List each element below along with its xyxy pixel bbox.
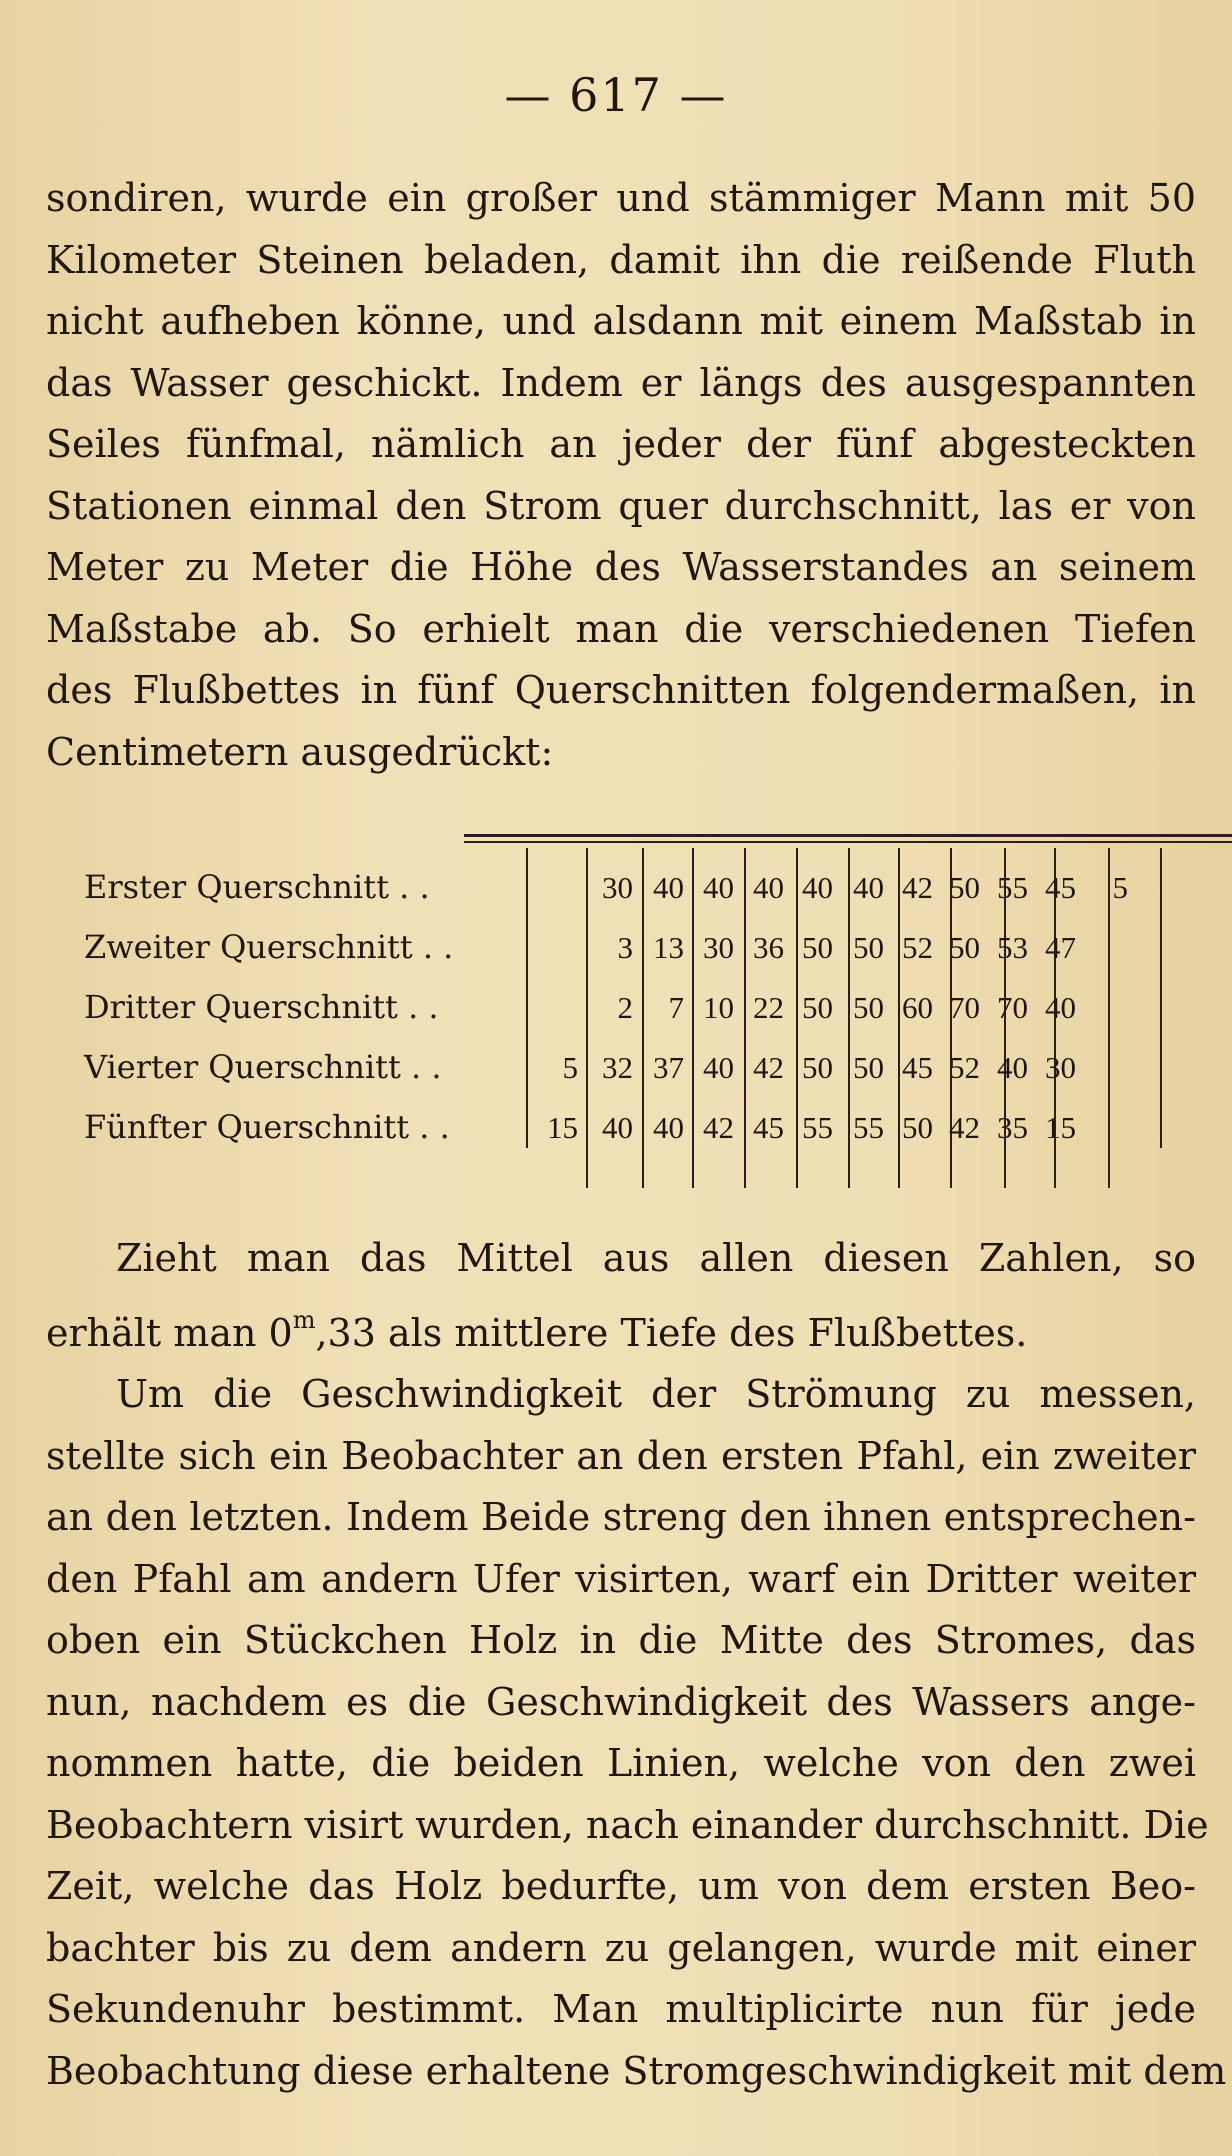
table-cell: 70 [997,990,1028,1025]
table-top-rule-thin [464,841,1232,843]
table-cell: 55 [853,1110,884,1145]
table-cell: 3 [617,930,633,965]
table-cell: 2 [617,990,633,1025]
text-line: bachter bis zu dem andern zu gelangen, wurde mit einer [46,1925,1196,1970]
text-line: nommen hatte, die beiden Linien, welche von den zwei [46,1741,1196,1785]
table-cell: 50 [949,930,980,965]
table-cell: 45 [753,1110,784,1145]
table-cell: 55 [802,1110,833,1145]
paragraph-1 [46,168,1196,783]
table-cell: 40 [653,1110,684,1145]
table-cell: 42 [902,870,933,905]
table-cell: 10 [703,990,734,1025]
table-cell: 52 [902,930,933,965]
table-cell: 40 [997,1050,1028,1085]
text-line: stellte sich ein Beobachter an den ersten Pfahl, ein zweiter [46,1433,1196,1478]
table-cell: 40 [802,870,833,905]
text-line: Stationen einmal den Strom quer durchschnitt, las er von [46,483,1196,528]
text-line: Meter zu Meter die Höhe des Wasserstandes an seinem [46,545,1196,589]
table-cell: 52 [949,1050,980,1085]
table-column-rule [526,848,528,1148]
table-cell: 55 [997,870,1028,905]
table-cell: 13 [653,930,684,965]
text-line: das Wasser geschickt. Indem er längs des ausgespannten [46,360,1196,405]
text-line: nun, nachdem es die Geschwindigkeit des Wassers ange- [46,1679,1196,1724]
table-cell: 50 [802,1050,833,1085]
text-line [46,1290,1196,1365]
table-cell: 45 [1045,870,1076,905]
table-cell: 40 [1045,990,1076,1025]
table-cell: 40 [703,1050,734,1085]
depth-table [46,830,1196,1190]
table-column-rule [1160,848,1162,1148]
table-cell: 42 [753,1050,784,1085]
table-cell: 50 [902,1110,933,1145]
text-line: Seiles fünfmal, nämlich an jeder der fünf abgesteckten [46,422,1196,466]
table-cell: 50 [802,930,833,965]
table-cell: 22 [753,990,784,1025]
text-line: den Pfahl am andern Ufer visirten, warf ein Dritter weiter [46,1556,1196,1601]
table-cell: 50 [802,990,833,1025]
table-cell: 40 [703,870,734,905]
text-line: sondiren, wurde ein großer und stämmiger Mann mit 50 [46,176,1196,220]
text-line: Zieht man das Mittel aus allen diesen Zahlen, so [116,1236,1196,1280]
text-line: Maßstabe ab. So erhielt man die verschiedenen Tiefen [46,606,1196,651]
text-line: Beobachtern visirt wurden, nach einander durchschnitt. Die [46,1802,1209,1847]
table-row-label: Dritter Querschnitt . . [84,988,439,1026]
table-cell: 53 [997,930,1028,965]
table-cell: 42 [703,1110,734,1145]
table-cell: 40 [653,870,684,905]
depth-value-prefix: erhält man 0 [46,1310,293,1355]
table-cell: 30 [602,870,633,905]
table-row-label: Fünfter Querschnitt . . [84,1108,450,1146]
text-line: Um die Geschwindigkeit der Strömung zu messen, [116,1372,1196,1416]
table-cell: 15 [1045,1110,1076,1145]
table-top-rule [464,834,1232,837]
table-cell: 60 [902,990,933,1025]
table-cell: 40 [753,870,784,905]
text-line: Zeit, welche das Holz bedurfte, um von dem ersten Beo- [46,1864,1196,1908]
table-row-label: Vierter Querschnitt . . [84,1048,442,1086]
text-line: Beobachtung diese erhaltene Stromgeschwindigkeit mit dem [46,2048,1227,2093]
table-cell: 70 [949,990,980,1025]
table-cell: 30 [1045,1050,1076,1085]
table-cell: 50 [853,990,884,1025]
table-cell: 45 [902,1050,933,1085]
depth-value-suffix: ,33 als mittlere Tiefe des Flußbettes. [315,1310,1028,1355]
table-cell: 40 [853,870,884,905]
table-cell: 15 [547,1110,578,1145]
table-row-label: Erster Querschnitt . . [84,868,430,906]
table-cell: 7 [668,990,684,1025]
text-line: Centimetern ausgedrückt: [46,729,554,774]
text-line: Sekundenuhr bestimmt. Man multiplicirte nun für jede [46,1987,1196,2031]
table-cell: 42 [949,1110,980,1145]
table-cell: 36 [753,930,784,965]
table-cell: 5 [562,1050,578,1085]
table-cell: 50 [853,930,884,965]
table-cell: 50 [949,870,980,905]
text-line: oben ein Stückchen Holz in die Mitte des Stromes, das [46,1618,1196,1662]
paragraph-2 [46,1228,1227,2102]
text-line: nicht aufheben könne, und alsdann mit einem Maßstab in [46,299,1196,343]
table-cell: 50 [853,1050,884,1085]
text-line: Kilometer Steinen beladen, damit ihn die reißende Fluth [46,237,1196,282]
page-number: — 617 — [504,68,728,122]
table-cell: 32 [602,1050,633,1085]
table-cell: 30 [703,930,734,965]
text-line: an den letzten. Indem Beide streng den ihnen entsprechen- [46,1495,1196,1539]
text-line: des Flußbettes in fünf Querschnitten folgendermaßen, in [46,668,1196,712]
table-row-label: Zweiter Querschnitt . . [84,928,454,966]
table-cell: 47 [1045,930,1076,965]
unit-superscript: m [292,1305,316,1334]
table-cell: 35 [997,1110,1028,1145]
table-cell: 5 [1112,870,1128,905]
table-cell: 37 [653,1050,684,1085]
table-cell: 40 [602,1110,633,1145]
